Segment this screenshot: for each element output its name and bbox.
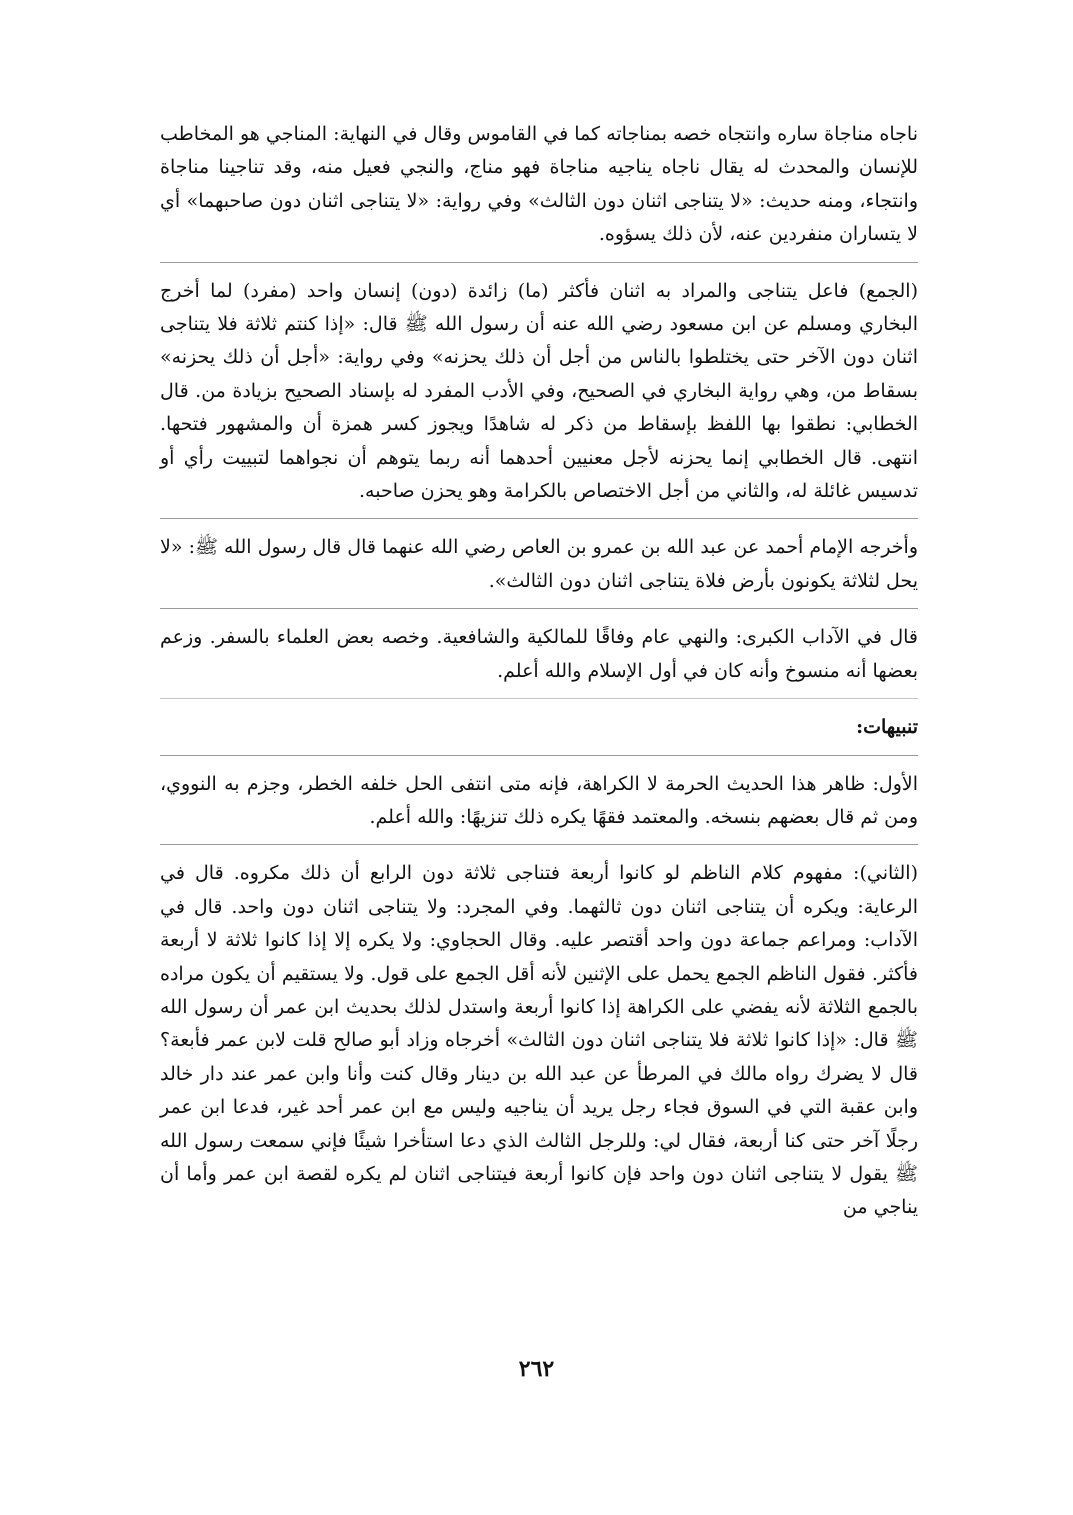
paragraph-4: قال في الآداب الكبرى: والنهي عام وفاقًا للمالكية والشافعية. وخصه بعض العلماء بالسفر. وزعم بعضها أنه منسوخ وأنه كان في أول الإسلام والله أعلم.	[160, 626, 918, 682]
paragraph-divider	[160, 844, 918, 845]
paragraph-divider	[160, 262, 918, 263]
page-body	[160, 118, 918, 1225]
paragraph-3: وأخرجه الإمام أحمد عن عبد الله بن عمرو بن العاص رضي الله عنهما قال قال رسول الله ﷺ: «لا يحل لثلاثة يكونون بأرض فلاة يتناجى اثنان دون الثالث».	[160, 536, 918, 592]
paragraph-1: ناجاه مناجاة ساره وانتجاه خصه بمناجاته كما في القاموس وقال في النهاية: المناجي هو المخاطب للإنسان والمحدث له يقال ناجاه يناجيه مناجاة فهو مناج، والنجي فعيل منه، وقد تناجينا مناجاة وانتجاء، ومنه حديث: «لا يتناجى اثنان دون الثالث» وفي رواية: «لا يتناجى اثنان دون صاحبهما» أي لا يتساران منفردين عنه، لأن ذلك يسؤوه.	[160, 123, 918, 246]
paragraph-2: (الجمع) فاعل يتناجى والمراد به اثنان فأكثر (ما) زائدة (دون) إنسان واحد (مفرد) لما أخرج البخاري ومسلم عن ابن مسعود رضي الله عنه أن رسول الله ﷺ قال: «إذا كنتم ثلاثة فلا يتناجى اثنان دون الآخر حتى يختلطوا بالناس من أجل أن ذلك يحزنه» وفي رواية: «أجل أن ذلك يحزنه» بسقاط من، وهي رواية البخاري في الصحيح، وفي الأدب المفرد له بإسناد الصحيح بزيادة من. قال الخطابي: نطقوا بها اللفظ بإسقاط من ذكر له شاهدًا ويجوز كسر همزة أن والمشهور فتحها. انتهى. قال الخطابي إنما يحزنه لأجل معنيين أحدهما أنه ربما يتوهم أن نجواهما لتبييت رأي أو تدسيس غائلة له، والثاني من أجل الاختصاص بالكرامة وهو يحزن صاحبه.	[160, 279, 918, 503]
paragraph-divider	[160, 518, 918, 519]
section-heading: تنبيهات:	[856, 716, 918, 739]
note-second: (الثاني): مفهوم كلام الناظم لو كانوا أربعة فتناجى ثلاثة دون الرابع أن ذلك مكروه. قال في الرعاية: ويكره أن يتناجى اثنان دون ثالثهما. وفي المجرد: ولا يتناجى اثنان دون واحد. قال في الآداب: ومراعم جماعة دون واحد أقتصر عليه. وقال الحجاوي: ولا يكره إلا إذا كانوا ثلاثة لا أربعة فأكثر. فقول الناظم الجمع يحمل على الإثنين لأنه أقل الجمع على قول. ولا يستقيم أن يكون مراده بالجمع الثلاثة لأنه يفضي على الكراهة إذا كانوا أربعة واستدل لذلك بحديث ابن عمر أن رسول الله ﷺ قال: «إذا كانوا ثلاثة فلا يتناجى اثنان دون الثالث» أخرجاه وزاد أبو صالح قلت لابن عمر فأبعة؟ قال لا يضرك رواه مالك في المرطأ عن عبد الله بن دينار وقال كنت وأنا وابن عمر عند دار خالد وابن عقبة التي في السوق فجاء رجل يريد أن يناجيه وليس مع ابن عمر أحد غير، فدعا ابن عمر رجلًا آخر حتى كنا أربعة، فقال لي: وللرجل الثالث الذي دعا استأخرا شيئًا فإني سمعت رسول الله ﷺ يقول لا يتناجى اثنان دون واحد فإن كانوا أربعة فيتناجى اثنان لم يكره لقصة ابن عمر وأما أن يناجي من	[160, 862, 918, 1219]
page-number: ٢٦٢	[518, 1356, 555, 1382]
paragraph-divider	[160, 755, 918, 756]
paragraph-divider	[160, 698, 918, 699]
paragraph-divider	[160, 608, 918, 609]
note-first: الأول: ظاهر هذا الحديث الحرمة لا الكراهة، فإنه متى انتفى الحل خلفه الخطر، وجزم به النووي، ومن ثم قال بعضهم بنسخه. والمعتمد فقهًا يكره ذلك تنزيهًا: والله أعلم.	[160, 772, 918, 828]
